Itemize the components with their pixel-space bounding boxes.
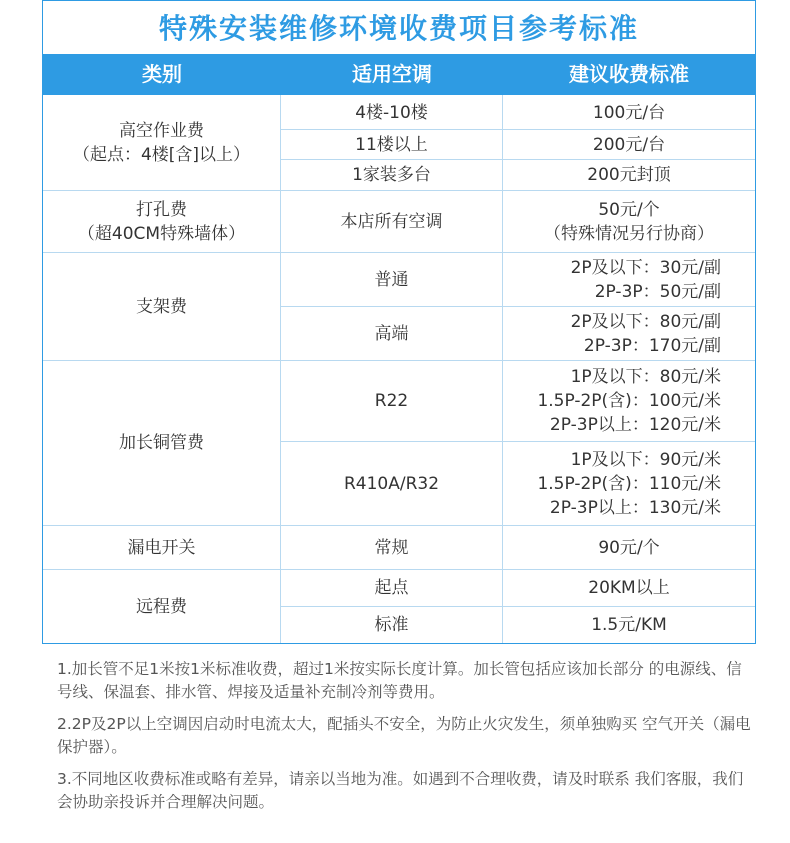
fee-line: 1P及以下：90元/米 <box>570 449 721 470</box>
fee-line: 2P-3P以上：130元/米 <box>549 497 721 518</box>
category-high-altitude <box>43 96 280 190</box>
fee-cell <box>503 253 755 306</box>
fee-cell <box>503 361 755 441</box>
category-leakage-switch: 漏电开关 <box>127 537 196 558</box>
category-label: 打孔费 <box>136 199 187 220</box>
ac-cell: 高端 <box>374 323 409 344</box>
fee-cell: 200元/台 <box>592 134 666 155</box>
ac-cell: 1家装多台 <box>352 165 431 185</box>
header-suggested-fee: 建议收费标准 <box>569 62 689 86</box>
fee-line: 1P及以下：80元/米 <box>570 367 721 387</box>
ac-cell: R410A/R32 <box>343 473 440 494</box>
header-applicable-ac: 适用空调 <box>352 62 432 86</box>
fee-line: （特殊情况另行协商） <box>544 223 714 244</box>
fee-cell: 100元/台 <box>592 102 666 123</box>
fee-line: 50元/个 <box>598 199 660 220</box>
category-long-distance: 远程费 <box>136 596 187 617</box>
fee-cell: 200元封顶 <box>587 165 671 185</box>
note-item: 1.加长管不足1米按1米标准收费，超过1米按实际长度计算。加长管包括应该加长部分 的电源线、信号线、保温套、排水管、焊接及适量补充制冷剂等费用。 <box>57 660 742 701</box>
note-item: 2.2P及2P以上空调因启动时电流太大，配插头不安全，为防止火灾发生，须单独购买 空气开关（漏电保护器）。 <box>57 715 751 756</box>
ac-cell: 标准 <box>374 615 409 635</box>
ac-cell: R22 <box>374 391 409 411</box>
category-note: （起点：4楼[含]以上） <box>72 145 251 165</box>
header-category: 类别 <box>142 62 182 86</box>
ac-cell: 本店所有空调 <box>340 211 443 232</box>
page-title: 特殊安装维修环境收费项目参考标准 <box>158 12 639 45</box>
note-item: 3.不同地区收费标准或略有差异，请亲以当地为准。如遇到不合理收费，请及时联系 我们客服，我们会协助亲投诉并合理解决问题。 <box>57 770 744 811</box>
fee-line: 1.5P-2P(含)：100元/米 <box>537 391 721 411</box>
fee-line: 2P-3P以上：120元/米 <box>549 415 721 435</box>
notes-section <box>57 658 757 823</box>
ac-cell: 11楼以上 <box>355 134 428 155</box>
fee-cell <box>503 442 755 525</box>
fee-line: 2P-3P：170元/副 <box>583 335 721 356</box>
fee-cell <box>503 191 755 252</box>
category-note: （超40CM特殊墙体） <box>77 223 246 244</box>
category-drilling <box>43 191 280 252</box>
category-label: 高空作业费 <box>119 121 204 141</box>
ac-cell: 起点 <box>374 578 409 598</box>
fee-cell: 20KM以上 <box>588 578 670 598</box>
fee-cell: 1.5元/KM <box>591 615 667 635</box>
fee-line: 1.5P-2P(含)：110元/米 <box>537 473 721 494</box>
fee-line: 2P及以下：30元/副 <box>570 257 721 278</box>
fee-cell <box>503 307 755 360</box>
ac-cell: 4楼-10楼 <box>355 102 428 123</box>
category-bracket: 支架费 <box>136 296 187 317</box>
fee-table-panel <box>42 0 756 644</box>
category-copper-pipe: 加长铜管费 <box>119 433 204 453</box>
table-header <box>43 54 755 95</box>
fee-cell: 90元/个 <box>598 537 660 558</box>
fee-line: 2P及以下：80元/副 <box>570 311 721 332</box>
ac-cell: 普通 <box>374 269 409 290</box>
fee-line: 2P-3P：50元/副 <box>594 281 721 302</box>
ac-cell: 常规 <box>374 537 409 558</box>
